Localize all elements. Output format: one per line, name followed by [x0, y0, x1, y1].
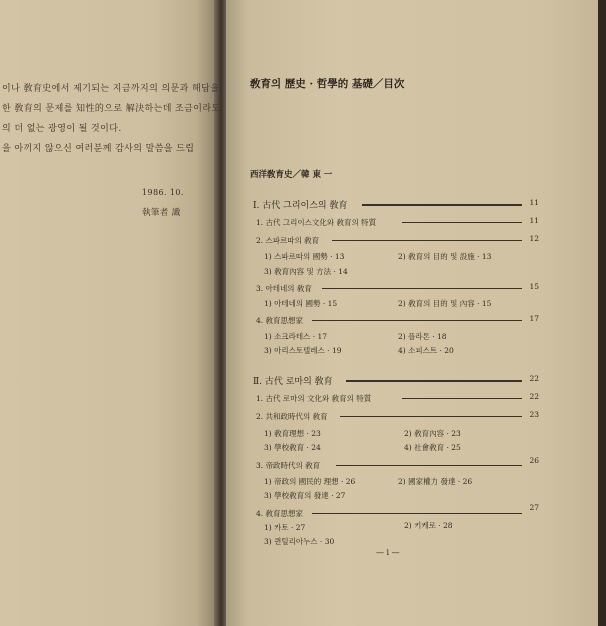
toc-subsection: 4) 소피스트 · 20	[398, 346, 454, 355]
toc-leader	[332, 240, 522, 241]
toc-leader	[346, 380, 522, 382]
toc-leader	[322, 288, 522, 289]
preface-line: 한 敎育의 문제를 知性的으로 解決하는데 조금이라도	[2, 104, 221, 114]
toc-subsection: 2) 키케로 · 28	[404, 521, 453, 530]
toc-page: 22	[529, 374, 539, 383]
toc-subsection: 2) 國家權力 發達 · 26	[398, 477, 473, 486]
toc-subsection: 3) 學校敎育의 發達 · 27	[264, 491, 346, 500]
toc-subsection: 3) 學校敎育 · 24	[264, 443, 321, 452]
toc-page: 12	[529, 234, 539, 243]
toc-page: 11	[529, 198, 539, 207]
toc-subsection: 3) 퀸틸리아누스 · 30	[264, 537, 335, 546]
page-number: — i —	[376, 548, 400, 557]
toc-page: 17	[529, 314, 539, 323]
toc-subsection: 1) 카토 · 27	[264, 523, 306, 532]
toc-page: 26	[529, 456, 539, 465]
toc-chapter: 4. 敎育思想家	[256, 509, 304, 518]
toc-subsection: 3) 아리스토텔레스 · 19	[264, 346, 342, 355]
toc-subsection: 1) 帝政의 國民的 理想 · 26	[264, 477, 356, 486]
toc-subsection: 2) 敎育의 目的 및 內容 · 15	[398, 299, 492, 308]
toc-page: 27	[529, 503, 539, 512]
toc-chapter: 2. 스파르따의 敎育	[256, 236, 320, 245]
preface-line: 이나 敎育史에서 제기되는 지금까지의 의문과 해답을	[2, 84, 220, 94]
toc-chapter: 3. 帝政時代의 敎育	[256, 461, 321, 470]
preface-line: 을 아끼지 않으신 여러분께 감사의 말씀을 드립	[2, 144, 195, 154]
toc-page: 23	[529, 410, 539, 419]
toc-subsection: 1) 아테네의 國勢 · 15	[264, 299, 338, 308]
toc-chapter: 1. 古代 그리이스文化와 敎育의 特質	[256, 218, 377, 227]
preface-line: 의 더 없는 광영이 될 것이다.	[2, 124, 122, 134]
toc-subsection: 1) 敎育理想 · 23	[264, 429, 321, 438]
toc-subsection: 2) 敎育內容 · 23	[404, 429, 461, 438]
toc-leader	[340, 416, 522, 417]
toc-leader	[362, 204, 522, 206]
toc-subsection: 2) 敎育의 目的 및 設施 · 13	[398, 252, 492, 261]
toc-leader	[336, 465, 522, 466]
toc-subsection: 3) 敎育內容 및 方法 · 14	[264, 267, 348, 276]
toc-part-heading: Ⅰ. 古代 그리이스의 敎育	[253, 201, 348, 211]
preface-signature: 執筆者 識	[142, 208, 181, 218]
toc-part-heading: Ⅱ. 古代 로마의 敎育	[253, 377, 333, 387]
section-author: 西洋敎育史／韓 東 一	[250, 170, 333, 180]
toc-leader	[402, 398, 522, 399]
toc-chapter: 1. 古代 로마의 文化와 敎育의 特質	[256, 394, 372, 403]
toc-page: 15	[529, 282, 539, 291]
toc-subsection: 2) 플라톤 · 18	[398, 332, 447, 341]
toc-chapter: 4. 敎育思想家	[256, 316, 304, 325]
page-edge	[598, 0, 606, 626]
toc-leader	[312, 513, 522, 514]
toc-chapter: 2. 共和政時代의 敎育	[256, 412, 328, 421]
toc-subsection: 4) 社會敎育 · 25	[404, 443, 461, 452]
toc-leader	[312, 320, 522, 321]
toc-subsection: 1) 스파르따의 國勢 · 13	[264, 252, 345, 261]
toc-chapter: 3. 아테네의 敎育	[256, 284, 312, 293]
toc-subsection: 1) 소크라테스 · 17	[264, 332, 328, 341]
toc-page: 22	[529, 392, 539, 401]
preface-date: 1986. 10.	[142, 188, 184, 197]
toc-page: 11	[529, 216, 539, 225]
toc-leader	[402, 222, 522, 223]
contents-title: 敎育의 歷史 · 哲學的 基礎／目次	[250, 78, 405, 90]
